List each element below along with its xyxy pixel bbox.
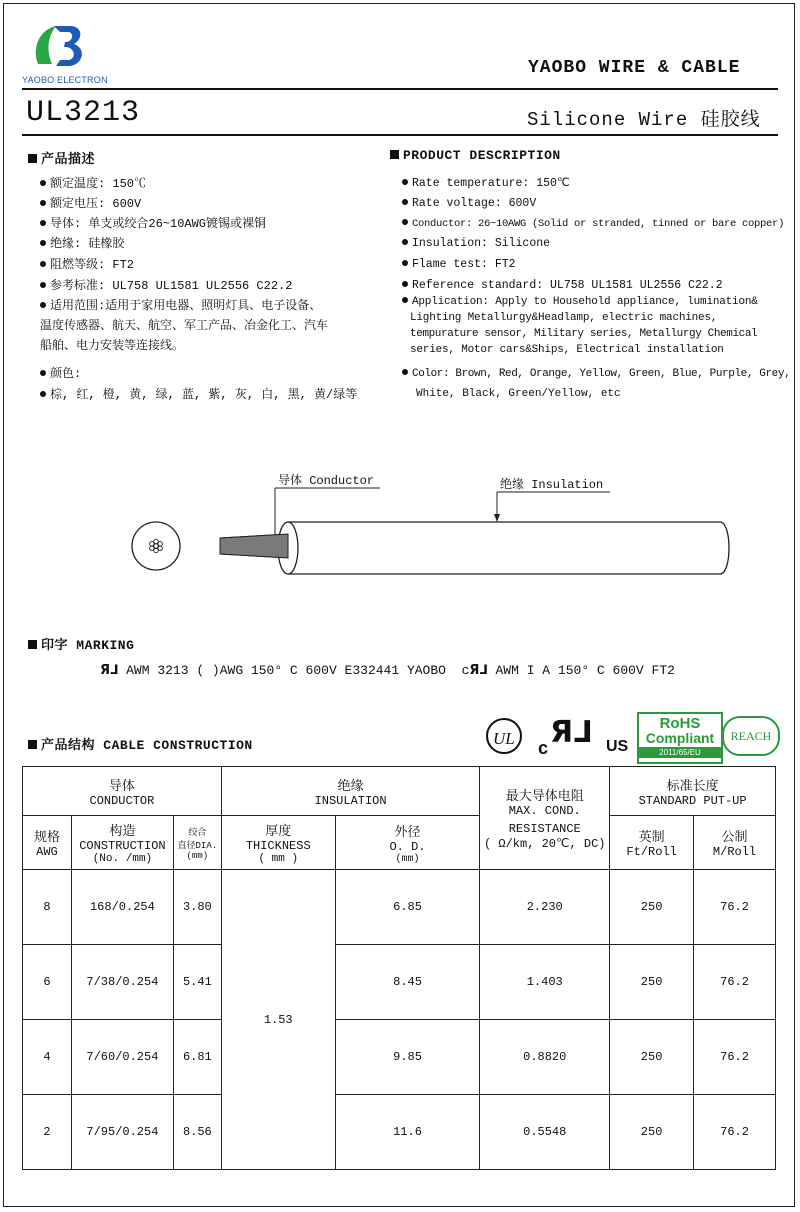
od-header: 外径 O. D. (mm) [335,816,480,870]
company-name: YAOBO WIRE & CABLE [528,58,741,78]
desc-en-item: White, Black, Green/Yellow, etc [416,388,621,400]
reach-badge: REACH [722,716,780,756]
table-row [23,1020,776,1095]
insulation-header: 绝缘 INSULATION [221,767,480,816]
desc-cn-item: 温度传感器、航天、航空、军工产品、冶金化工、汽车 [40,319,329,333]
awg-cell: 4 [23,1020,72,1095]
thickness-cell: 1.53 [221,870,335,1170]
table-row [23,870,776,945]
desc-cn-item: 适用范围:适用于家用电器、照明灯具、电子设备、 [40,298,321,314]
awg-header: 规格 AWG [23,816,72,870]
resistance-header: 最大导体电阻 MAX. COND. RESISTANCE ( Ω/km, 20℃, DC) [480,767,610,870]
desc-en-item: Rate voltage: 600V [402,196,536,212]
resistance-cell: 2.230 [480,870,610,945]
desc-en-item: Insulation: Silicone [402,236,550,252]
dia-cell: 5.41 [173,945,221,1020]
od-cell: 8.45 [335,945,480,1020]
m-cell: 76.2 [694,945,776,1020]
dia-cell: 3.80 [173,870,221,945]
desc-en-item: Lighting Metallurgy&Headlamp, electric machines, [410,312,718,324]
construction-cell: 7/38/0.254 [71,945,173,1020]
insulation-label: 绝缘 Insulation [500,478,604,492]
table-subheader-row [23,816,776,870]
c-prefix: c [538,738,549,758]
resistance-cell: 0.8820 [480,1020,610,1095]
od-cell: 6.85 [335,870,480,945]
desc-cn-item: 颜色: [40,366,81,382]
ur-mark-icon: Я⅃ [469,663,488,678]
dia-header: 绞合 直径DIA. (mm) [173,816,221,870]
marking-title: 印字 MARKING [28,634,134,653]
product-subtitle: Silicone Wire 硅胶线 [527,109,761,131]
desc-cn-item: 导体: 单支或绞合26~10AWG镀锡或裸铜 [40,216,266,232]
awg-cell: 6 [23,945,72,1020]
desc-en-item: Rate temperature: 150℃ [402,176,570,192]
desc-cn-item: 额定温度: 150℃ [40,176,146,192]
construction-header: 构造 CONSTRUCTION (No. /mm) [71,816,173,870]
desc-en-item: series, Motor cars&Ships, Electrical installation [410,344,724,356]
m-cell: 76.2 [694,870,776,945]
m-header: 公制 M/Roll [694,816,776,870]
desc-cn-item: 额定电压: 600V [40,196,141,212]
desc-en-title: PRODUCT DESCRIPTION [390,148,561,163]
desc-en-item: Application: Apply to Household appliance, lumination& [402,294,758,310]
resistance-cell: 1.403 [480,945,610,1020]
cur-mark-icon: Я⅃ [550,715,593,750]
desc-cn-item: 棕, 红, 橙, 黄, 绿, 蓝, 紫, 灰, 白, 黑, 黄/绿等 [40,387,357,403]
table-header-row [23,767,776,816]
rohs-badge: RoHS Compliant 2011/65/EU [637,712,723,764]
desc-cn-item: 参考标准: UL758 UL1581 UL2556 C22.2 [40,278,292,294]
desc-en-item: Flame test: FT2 [402,257,516,273]
ul-logo-icon [484,714,524,760]
dia-cell: 6.81 [173,1020,221,1095]
logo-text: YAOBO ELECTRON [22,75,108,85]
svg-text:UL: UL [493,729,515,748]
desc-en-item: tempurature sensor, Military series, Metallurgy Chemical [410,328,758,340]
construction-title: 产品结构 CABLE CONSTRUCTION [28,734,253,753]
marking-line: Я⅃ AWM 3213 ( )AWG 150° C 600V E332441 YAOBO cЯ⅃ AWM I A 150° C 600V FT2 [100,663,675,678]
yaobo-logo-icon [30,20,90,74]
ft-header: 英制 Ft/Roll [610,816,694,870]
thickness-header: 厚度 THICKNESS ( mm ) [221,816,335,870]
header-divider [22,88,778,90]
awg-cell: 2 [23,1095,72,1170]
od-cell: 9.85 [335,1020,480,1095]
m-cell: 76.2 [694,1095,776,1170]
ft-cell: 250 [610,870,694,945]
desc-en-item: Conductor: 26~10AWG (Solid or stranded, tinned or bare copper) [402,216,784,232]
conductor-label: 导体 Conductor [278,474,375,488]
construction-cell: 7/60/0.254 [71,1020,173,1095]
desc-cn-item: 船舶、电力安装等连接线。 [40,339,185,353]
cable-diagram [120,470,760,590]
putup-header: 标准长度 STANDARD PUT-UP [610,767,776,816]
m-cell: 76.2 [694,1020,776,1095]
resistance-cell: 0.5548 [480,1095,610,1170]
spec-table [22,766,776,1170]
construction-cell: 7/95/0.254 [71,1095,173,1170]
us-suffix: US [606,738,629,755]
desc-cn-item: 阻燃等级: FT2 [40,257,134,273]
desc-en-item: Reference standard: UL758 UL1581 UL2556 C22.2 [402,278,723,294]
desc-en-item: Color: Brown, Red, Orange, Yellow, Green, Blue, Purple, Grey, [402,366,790,382]
model-number: UL3213 [26,96,141,130]
title-divider [22,134,778,136]
conductor-header: 导体 CONDUCTOR [23,767,222,816]
od-cell: 11.6 [335,1095,480,1170]
desc-cn-item: 绝缘: 硅橡胶 [40,236,124,252]
dia-cell: 8.56 [173,1095,221,1170]
table-row [23,945,776,1020]
desc-cn-title: 产品描述 [28,148,95,167]
awg-cell: 8 [23,870,72,945]
ur-mark-icon: Я⅃ [100,663,119,678]
construction-cell: 168/0.254 [71,870,173,945]
table-row [23,1095,776,1170]
ft-cell: 250 [610,1020,694,1095]
ft-cell: 250 [610,945,694,1020]
ft-cell: 250 [610,1095,694,1170]
